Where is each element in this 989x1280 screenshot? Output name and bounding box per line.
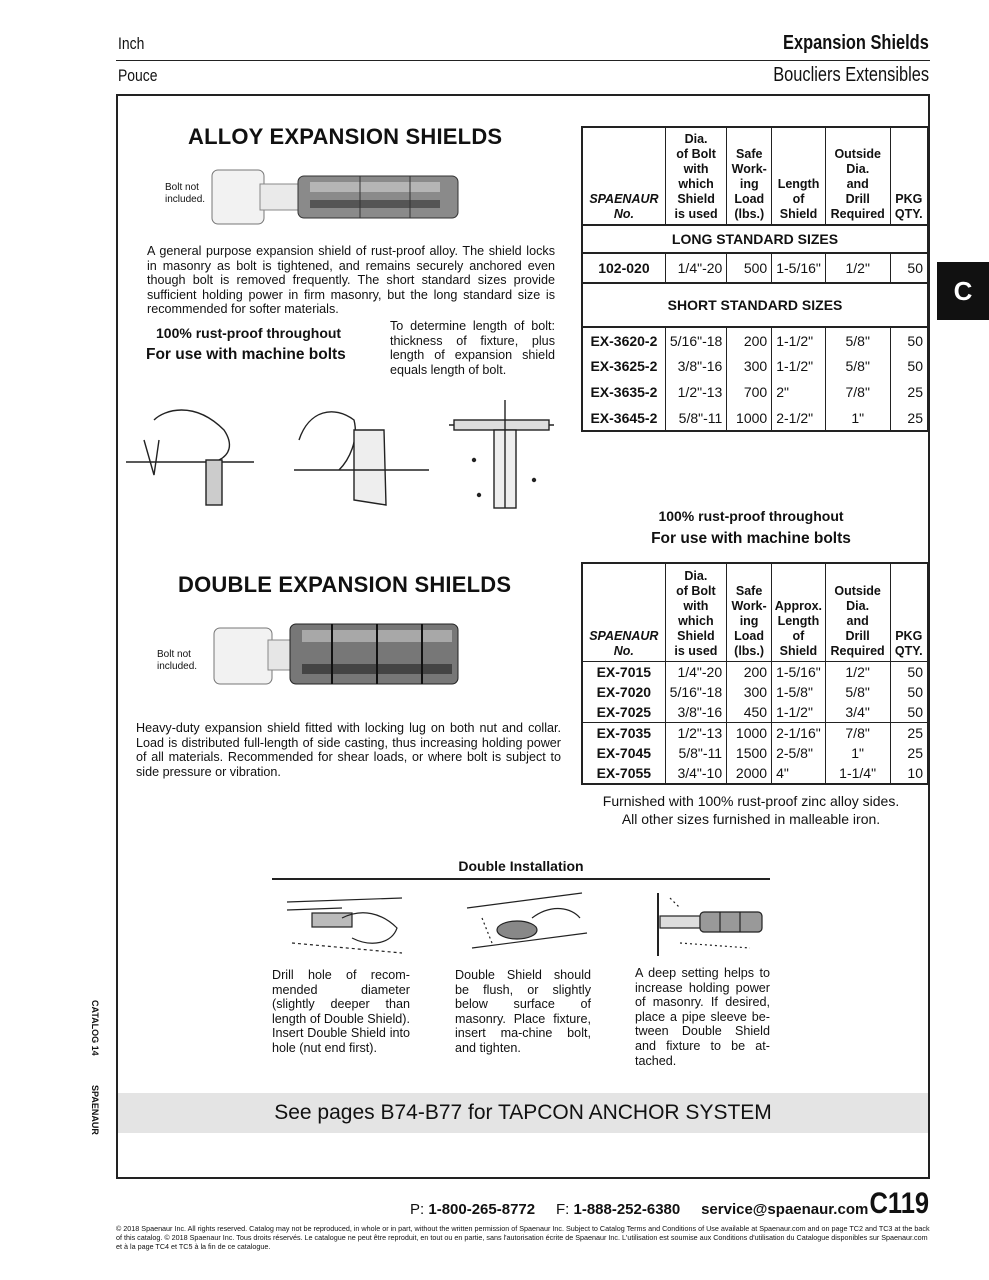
phone-number[interactable]: 1-800-265-8772: [428, 1201, 536, 1218]
header-title: Expansion Shields: [783, 32, 929, 54]
double-feature-rustproof: 100% rust-proof throughout: [658, 508, 844, 524]
part-number-cell: EX-7055: [596, 765, 652, 782]
double-feature-bolts: For use with machine bolts: [651, 530, 851, 547]
col-header-load: Safe Work- ing Load (lbs.): [727, 563, 772, 661]
table-cell: 1/2": [825, 253, 890, 283]
table-cell: 5/16"-18: [665, 327, 726, 353]
table-row: [582, 327, 928, 353]
table-cell: 25: [890, 743, 928, 764]
table-cell: 5/8": [825, 327, 890, 353]
table-cell: 1/4"-20: [665, 661, 726, 682]
table-cell: 1000: [727, 723, 772, 744]
col-header-drill: Outside Dia. and Drill Required: [825, 563, 890, 661]
part-number-cell: EX-3625-2: [590, 358, 658, 374]
table-cell: 1-5/8": [772, 682, 826, 703]
table-cell: 1-1/4": [825, 764, 890, 785]
table-section-label: SHORT STANDARD SIZES: [582, 283, 928, 327]
install-step2-text: Double Shield should be flush, or slightly below surface of masonry. Place fixture, insert ma-chine bolt, and tighten.: [455, 968, 591, 1055]
table-cell: 5/8": [825, 353, 890, 379]
alloy-bolt-note: Bolt not included.: [165, 182, 206, 205]
table-cell: 1500: [727, 743, 772, 764]
col-header-drill: Outside Dia. and Drill Required: [825, 127, 890, 225]
table-cell: 25: [890, 723, 928, 744]
section-tab-c[interactable]: C: [937, 262, 989, 320]
table-cell: 300: [727, 353, 772, 379]
col-header-no: SPAENAUR No.: [589, 192, 659, 221]
alloy-description: A general purpose expansion shield of rust-proof alloy. The shield locks in masonry as bolt is tightened, and remains securely anchored even though bolt is removed frequently. The short standard sizes provide sufficient holding power in firm masonry, but the long standard size is recommended for softer materials.: [147, 244, 555, 317]
part-number-cell: 102-020: [598, 260, 650, 276]
part-number-cell: EX-7025: [596, 704, 652, 720]
col-header-qty: PKG QTY.: [890, 127, 928, 225]
email-link[interactable]: service@spaenaur.com: [701, 1201, 869, 1218]
part-number-cell: EX-3645-2: [590, 409, 658, 426]
table-row: [582, 379, 928, 405]
table-row: [582, 702, 928, 723]
part-number-cell: EX-7035: [596, 725, 652, 741]
alloy-installation-sketches: [124, 400, 564, 515]
table-cell: 2": [772, 379, 826, 405]
table-row: [582, 764, 928, 785]
table-cell: 200: [727, 661, 772, 682]
col-header-dia: Dia. of Bolt with which Shield is used: [665, 127, 726, 225]
part-number-cell: EX-3635-2: [590, 384, 658, 400]
table-cell: 2000: [727, 764, 772, 785]
table-row: [582, 743, 928, 764]
table-cell: 50: [890, 353, 928, 379]
table-cell: 7/8": [825, 379, 890, 405]
table-cell: 1/2": [825, 661, 890, 682]
col-header-length: Length of Shield: [772, 127, 826, 225]
table-cell: 1/2"-13: [665, 379, 726, 405]
part-number-cell: EX-3620-2: [590, 332, 658, 349]
double-shield-image: [212, 620, 462, 688]
footer-contact: P: 1-800-265-8772 F: 1-888-252-6380 service@spaenaur.com: [410, 1201, 869, 1218]
part-number-cell: EX-7015: [596, 663, 652, 680]
header-divider: [116, 60, 930, 61]
alloy-title: ALLOY EXPANSION SHIELDS: [188, 124, 503, 149]
table-cell: 10: [890, 764, 928, 785]
install-step3-sketch: [650, 888, 770, 960]
alloy-feature-rustproof: 100% rust-proof throughout: [156, 325, 342, 341]
double-material-note: Furnished with 100% rust-proof zinc alloy sides. All other sizes furnished in malleable iron.: [602, 793, 900, 827]
col-header-length: Approx. Length of Shield: [772, 563, 826, 661]
table-cell: 2-1/16": [772, 723, 826, 744]
table-cell: 450: [727, 702, 772, 723]
table-row: [582, 353, 928, 379]
table-row: [582, 723, 928, 744]
table-row: [582, 405, 928, 431]
alloy-shield-image: [210, 164, 470, 228]
col-header-dia: Dia. of Bolt with which Shield is used: [665, 563, 726, 661]
table-cell: 5/8"-11: [665, 743, 726, 764]
table-cell: 500: [727, 253, 772, 283]
table-cell: 700: [727, 379, 772, 405]
table-cell: 5/16"-18: [665, 682, 726, 703]
table-cell: 1-1/2": [772, 702, 826, 723]
table-cell: 3/8"-16: [665, 353, 726, 379]
table-cell: 1/2"-13: [665, 723, 726, 744]
legal-notice: © 2018 Spaenaur Inc. All rights reserved. Catalog may not be reproduced, in whole or in part, without the written permission of Spaenaur Inc. Subject to Catalog Terms and Conditions of Use available at Spaenaur.com and on page TC2 and TC3 at the back of this catalog. © 2018 Spaenaur Inc. Tous droits réservés. Le catalogue ne peut être reproduit, en tout ou en partie, sans l'autorisation écrite de Spaenaur Inc. L'utilisation est soumise aux Conditions d'utilisation du Catalogue disponibles sur Spaenaur.com et à la page TC4 et TC5 à la fin de ce catalogue.: [116, 1224, 930, 1251]
table-cell: 2-5/8": [772, 743, 826, 764]
table-cell: 25: [890, 379, 928, 405]
table-cell: 50: [890, 327, 928, 353]
table-cell: 1-1/2": [772, 327, 826, 353]
double-title: DOUBLE EXPANSION SHIELDS: [178, 572, 512, 597]
install-step1-sketch: [282, 888, 412, 960]
table-row: [582, 661, 928, 682]
alloy-spec-table: [581, 126, 929, 432]
tapcon-banner[interactable]: See pages B74-B77 for TAPCON ANCHOR SYSTEM: [118, 1093, 928, 1133]
table-cell: 1": [825, 405, 890, 431]
installation-divider: [272, 878, 770, 880]
fax-number: 1-888-252-6380: [573, 1201, 681, 1218]
table-cell: 1-5/16": [772, 253, 826, 283]
table-cell: 5/8": [825, 682, 890, 703]
part-number-cell: EX-7045: [596, 745, 652, 762]
double-bolt-note: Bolt not included.: [157, 649, 198, 672]
table-cell: 50: [890, 253, 928, 283]
table-cell: 5/8"-11: [665, 405, 726, 431]
table-cell: 1": [825, 743, 890, 764]
table-cell: 1-1/2": [772, 353, 826, 379]
table-cell: 25: [890, 405, 928, 431]
brand-side-label: SPAENAUR: [90, 1085, 100, 1135]
col-header-qty: PKG QTY.: [890, 563, 928, 661]
header-title-fr: Boucliers Extensibles: [773, 64, 929, 86]
table-cell: 2-1/2": [772, 405, 826, 431]
table-cell: 300: [727, 682, 772, 703]
double-description: Heavy-duty expansion shield fitted with locking lug on both nut and collar. Load is distributed full-length of side casting, thus increasing holding power of all materials. Recommended for shear loads, or where bolt is subject to side pressure or vibration.: [136, 721, 561, 779]
header-pouce: Pouce: [118, 66, 158, 85]
install-step3-text: A deep setting helps to increase holding power of masonry. If desired, place a pipe sleeve be-tween Double Shield and fixture to be at-tached.: [635, 966, 770, 1068]
table-cell: 7/8": [825, 723, 890, 744]
table-cell: 50: [890, 682, 928, 703]
table-cell: 1000: [727, 405, 772, 431]
table-row: [582, 253, 928, 283]
table-cell: 3/8"-16: [665, 702, 726, 723]
table-cell: 1-5/16": [772, 661, 826, 682]
table-cell: 3/4"-10: [665, 764, 726, 785]
table-cell: 4": [772, 764, 826, 785]
table-cell: 1/4"-20: [665, 253, 726, 283]
alloy-length-note: To determine length of bolt: thickness of fixture, plus length of expansion shield equals length of bolt.: [390, 319, 555, 377]
table-cell: 200: [727, 327, 772, 353]
install-step2-sketch: [462, 888, 592, 960]
table-cell: 3/4": [825, 702, 890, 723]
table-cell: 50: [890, 661, 928, 682]
alloy-feature-bolts: For use with machine bolts: [146, 346, 346, 363]
part-number-cell: EX-7020: [596, 683, 652, 700]
catalog-side-label: CATALOG 14: [90, 1000, 100, 1056]
double-spec-table: [581, 562, 929, 785]
table-cell: 50: [890, 702, 928, 723]
table-section-label: LONG STANDARD SIZES: [582, 225, 928, 253]
page-number: C119: [869, 1187, 929, 1220]
table-section-row: [582, 225, 928, 253]
header-inch: Inch: [118, 34, 145, 53]
install-step1-text: Drill hole of recom-mended diameter (slightly deeper than length of Double Shield). Insert Double Shield into hole (nut end first).: [272, 968, 410, 1055]
col-header-no: SPAENAUR No.: [589, 628, 659, 658]
installation-title: Double Installation: [458, 858, 584, 874]
table-row: [582, 682, 928, 703]
table-section-row: [582, 283, 928, 327]
col-header-load: Safe Work- ing Load (lbs.): [727, 127, 772, 225]
